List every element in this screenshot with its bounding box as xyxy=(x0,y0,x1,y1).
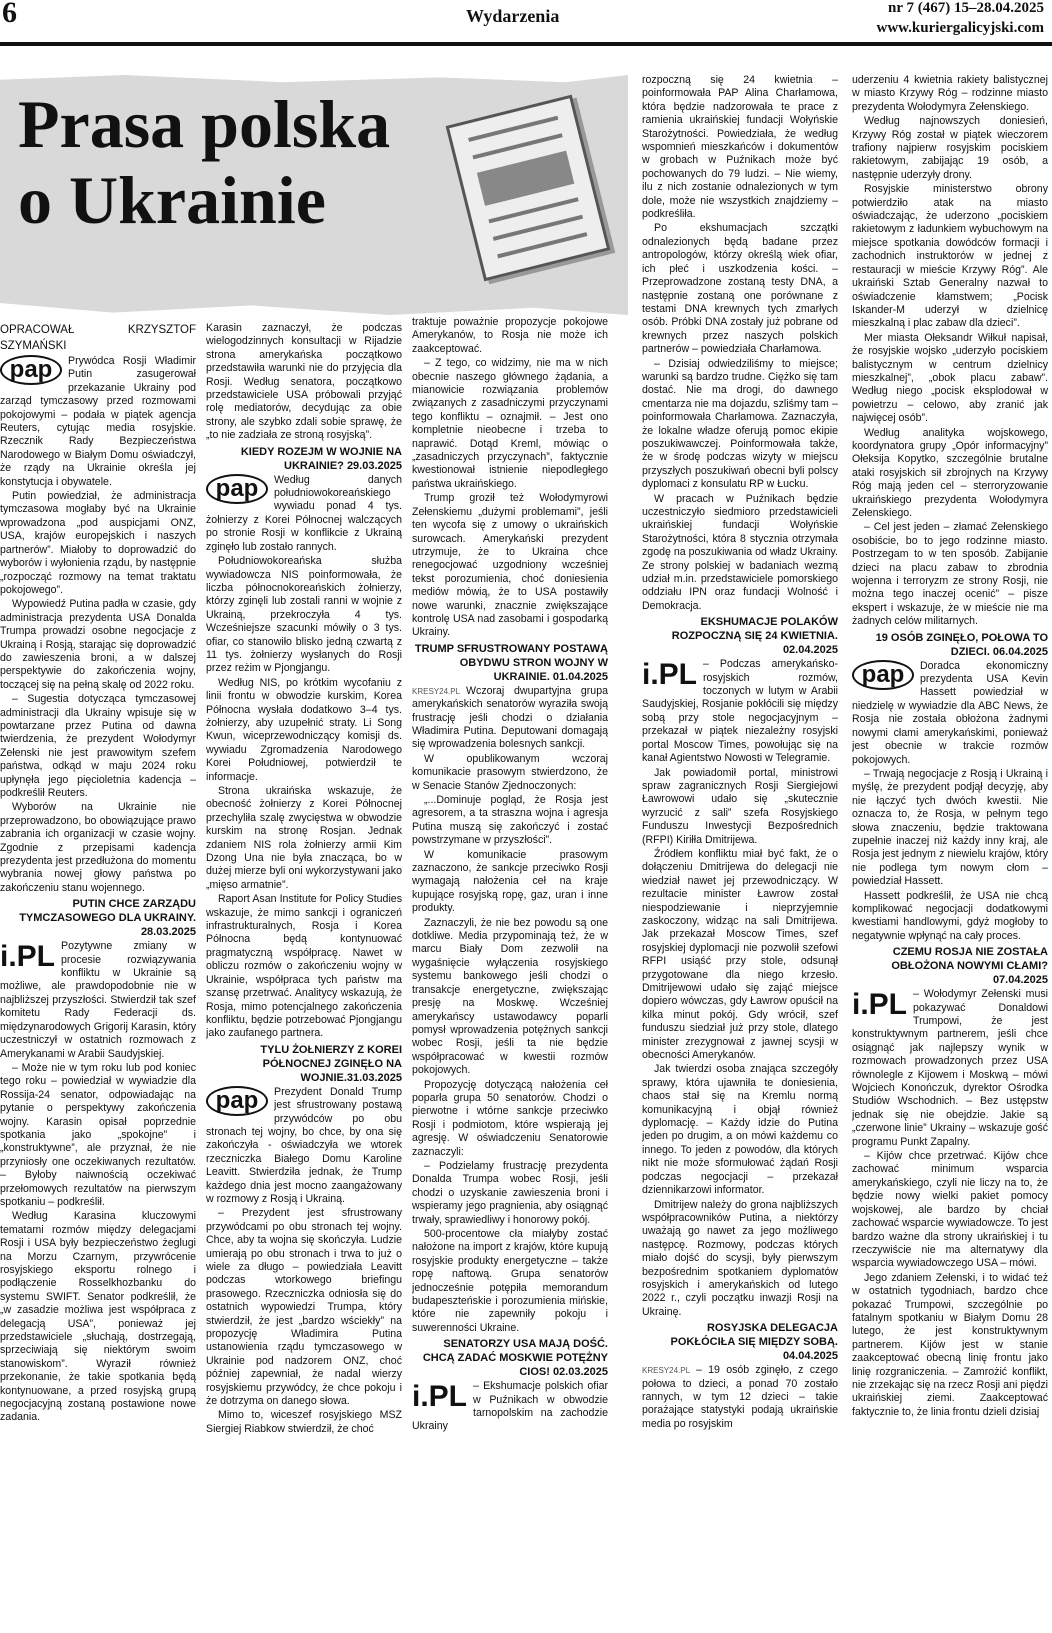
column-3 xyxy=(412,316,608,1630)
section-name: Wydarzenia xyxy=(466,6,560,26)
issue-info: nr 7 (467) 15–28.04.2025 xyxy=(888,0,1044,16)
paragraph: Hassett podkreślił, że USA nie chcą komplikować negocjacji dodatkowymi kwestiami handlowymi, gdyż mogłoby to negatywnie wpłynąć na cały proces. xyxy=(852,889,1048,942)
column-1 xyxy=(0,322,196,1630)
article-headline: EKSHUMACJE POLAKÓW ROZPOCZNĄ SIĘ 24 KWIETNIA. 02.04.2025 xyxy=(671,616,838,657)
paragraph: Trump groził też Wołodymyrowi Zełenskiemu „dużymi problemami”, jeśli ten wycofa się z umowy o ukraińskich surowcach. Amerykański prezydent utrzymuje, że to Ukraina chce renegocjować uzgodniony wcześniej tekst porozumienia, choć doniesienia mediów mówią, że to USA postawiły nowe warunki, znacznie zwiększające kontrolę USA nad zasobami i gospodarką Ukrainy. xyxy=(412,492,608,639)
paragraph: Wczoraj dwupartyjna grupa amerykańskich senatorów wyraziła swoją frustrację jeśli chodzi o działania Władimira Putina. Deputowani domagają się wprowadzenia bolesnych sankcji. xyxy=(412,684,608,751)
paragraph: Według analityka wojskowego, koordynatora grupy „Opór informacyjny” Ołeksija Kopytko, szczególnie brutalne ataki rosyjskich sił zbrojnych na Krzywy Róg mają jeden cel – sterroryzowanie ukraińskiego prezydenta Wołodymyra Zełenskiego. xyxy=(852,426,1048,519)
paragraph: – 19 osób zginęło, z czego połowa to dzieci, a ponad 70 zostało rannych, w tym 12 dzieci – takie porażające statystyki podają ukraińskie media po rosyjskim xyxy=(642,1364,838,1430)
paragraph: 500-procentowe cła miałyby zostać nałożone na import z krajów, które kupują rosyjskie produkty energetyczne – także ropę naftową. Grupa senatorów jednocześnie potępiła memorandum budapeszteńskie i porozumienia mińskie, które nie zapewniły pokoju i suwerenności Ukraine. xyxy=(412,1228,608,1334)
article-headline: PUTIN CHCE ZARZĄDU TYMCZASOWEGO DLA UKRAINY. 28.03.2025 xyxy=(19,898,196,939)
ipl-logo: i.PL xyxy=(852,988,908,1022)
paragraph: – Prezydent jest sfrustrowany przywódcami po obu stronach tej wojny. Chce, aby ta wojna się skończyła. Ludzie umierają po obu stronach i trwa to już o wiele za długo – powiedziała Leavitt podczas wtorkowego briefingu prasowego. Rzeczniczka odniosła się do ostatnich wypowiedzi Trumpa, który stwierdził, że jest „bardzo wściekły” na propozycję Władimira Putina ustanowienia rządu tymczasowego w Ukrainie pod nadzorem ONZ, choć później zapewniał, że nadal wierzy rosyjskiemu przywódcy, że chce pokoju i że dotrzyma on danego słowa. xyxy=(206,1207,402,1408)
paragraph: – Podzielamy frustrację prezydenta Donalda Trumpa wobec Rosji, jeśli chodzi o uzyskanie zawieszenia broni i wspieramy jego pragnienia, aby osiągnąć trwały, sprawiedliwy i honorowy pokój. xyxy=(412,1159,608,1226)
paragraph: Mer miasta Ołeksandr Wiłkuł napisał, że rosyjskie wojsko „uderzyło pociskiem balistycznym w centrum dzielnicy mieszkalnej”, „obok placu zabaw”. Według niego „pocisk eksplodował w powietrzu – celowo, aby zranić jak najwięcej osób”. xyxy=(852,331,1048,425)
article-headline: ROSYJSKA DELEGACJA POKŁÓCIŁA SIĘ MIĘDZY SOBĄ. 04.04.2025 xyxy=(670,1322,838,1363)
pap-logo: pap xyxy=(206,474,268,504)
article-headline: SENATORZY USA MAJĄ DOŚĆ. CHCĄ ZADAĆ MOSKWIE POTĘŻNY CIOS! 02.03.2025 xyxy=(422,1338,608,1379)
paragraph: Prezydent Donald Trump jest sfrustrowany postawą przywódców po obu stronach tej wojny, bo chce, by ona się zakończyła - oświadczyła we wtorek rzeczniczka Białego Domu Karoline Leavitt. Stwierdziła jednak, że Trump każdego dnia jest mocno zaangażowany w rozmowy z Rosją i Ukrainą. xyxy=(206,1085,402,1205)
paragraph: Jego zdaniem Zełenski, i to widać też w ostatnich tygodniach, bardzo chce pokazać Trumpowi, szczególnie po fatalnym spotkaniu w Białym Domu 28 lutego, że jest konstruktywnym partnerem. Kijów jest w stanie zaakceptować obecną linię frontu jako linię rozgraniczenia. – Zamrożić konflikt, nie zrzekając się na rzecz Rosji ani piędzi ukraińskiej ziemi. Zaakceptować faktycznie to, że linia frontu dzieli dzisiaj xyxy=(852,1271,1048,1418)
ipl-logo: i.PL xyxy=(412,1380,468,1414)
column-2 xyxy=(206,322,402,1630)
pap-logo: pap xyxy=(852,660,914,690)
kresy24-logo: KRESY24.PL xyxy=(642,1366,691,1376)
paragraph: „...Dominuje pogląd, że Rosja jest agresorem, a ta straszna wojna i agresja Putina muszą się zakończyć i zostać powstrzymane w przyszłości”. xyxy=(412,794,608,847)
article-headline: KIEDY ROZEJM W WOJNIE NA UKRAINIE? 29.03.2025 xyxy=(240,445,402,472)
paragraph: – Cel jest jeden – złamać Zełenskiego osobiście, bo to jego rodzinne miasto. Postrzegam to w ten sposób. Zabijanie dzieci na placu zabaw to zbrodnia wojenna i terroryzm ze strony Rosji, nie można tego inaczej ocenić” – pisze ekspert i wskazuje, że w mieście nie ma żadnych celów militarnych. xyxy=(852,521,1048,628)
paragraph: – Ekshumacje polskich ofiar w Puźnikach w obwodzie tarnopolskim na zachodzie Ukrainy xyxy=(412,1380,608,1433)
paragraph: Propozycję dotyczącą nałożenia ceł poparła grupa 50 senatorów. Chodzi o pierwotne i wtórne sankcje przeciwko Rosji i podmiotom, które wspierają jej agresję. W oświadczeniu Senatorowie zaznaczyli: xyxy=(412,1078,608,1158)
paragraph: Pozytywne zmiany w procesie rozwiązywania konfliktu w Ukrainie są możliwe, ale prawdopodobnie nie w najbliższej przyszłości. Stwierdził tak szef komitetu Rady Federacji ds. międzynarodowych Grigorij Karasin, który uczestniczył w ostatnich rozmowach z Amerykanami w Arabii Saudyjskiej. xyxy=(0,940,196,1060)
paragraph: Raport Asan Institute for Policy Studies wskazuje, że mimo sankcji i ograniczeń infrastrukturalnych, Rosja i Korea Północna będą kontynuować pragmatyczną współpracę. Nawet w obliczu rozmów o zakończeniu wojny w Ukrainie, współpraca tych państw ma szansę przetrwać. Analitycy wskazują, że Rosja, mimo potencjalnego zakończenia konfliktu, będzie potrzebować Pjongjangu jako zaufanego partnera. xyxy=(206,893,402,1040)
paragraph: W pracach w Puźnikach będzie uczestniczyło siedmioro przedstawicieli ukraińskiej fundacji Wołyńskie Starożytności, która 8 stycznia otrzymała zgodę na poszukiwania od władz Ukrainy. Ze strony polskiej w badaniach wezmą udział m.in. przedstawiciele pomorskiego oddziału IPN oraz fundacji Wolność i Demokracja. xyxy=(642,492,838,612)
paragraph: Według Karasina kluczowymi tematami rozmów między delegacjami Rosji i USA były bezpieczeństwo żeglugi na Morzu Czarnym, przywrócenie rosyjskiego eksportu rolnego i podłączenie Rosselkhozbanku do systemu SWIFT. Senator podkreślił, że „w zasadzie możliwa jest współpraca z delegacją USA”, ponieważ jej przedstawiciele „słuchają, dostrzegają, sprzeciwiają się niektórym swoim stanowiskom”. Wyraził również przekonanie, że takie spotkania będą kontynuowane, a przed rosyjską grupą negocjacyjną zostaną postawione nowe zadania. xyxy=(0,1210,196,1424)
paragraph: Prywódca Rosji Władimir Putin zasugerował przekazanie Ukrainy pod zarząd tymczasowy przed rozmowami pokojowymi – podała w piątek agencja Reuters, cytując media rosyjskie. Rzecznik Rady Bezpieczeństwa Narodowego w Białym Domu oświadczył, że rządy na Ukrainie określa jej konstytucja i obywatele. xyxy=(0,355,196,488)
paragraph: Jak twierdzi osoba znająca szczegóły sprawy, która ujawniła te doniesienia, chaos stał się na Kremlu normą komunikacyjną i objął również dyplomację. – Każdy idzie do Putina jeden po drugim, a on mówi każdemu co innego. To jeden z powodów, dla których nikt nie może sformułować żądań Rosji podczas negocjacji – przekazał dziennikarzowi informator. xyxy=(642,1063,838,1197)
paragraph: Karasin zaznaczył, że podczas wielogodzinnych konsultacji w Rijadzie strona amerykańska początkowo przedstawiła warunki nie do przyjęcia dla Rosji. Według senatora, początkowo przedstawiciele USA próbowali przyjąć rolę mediatorów, decydując za obie strony, ale szybko zdali sobie sprawę, że „to nie zadziała ze stroną rosyjską”. xyxy=(206,322,402,442)
paragraph: – Może nie w tym roku lub pod koniec tego roku – powiedział w wywiadzie dla Rossija-24 senator, odpowiadając na pytanie o perspektywy zakończenia wojny. Karasin opisał poprzednie spotkania jako „spokojne” i „konstruktywne”, ale przyznał, że nie przyniosły one oczekiwanych rezultatów. – Byłoby naiwnością oczekiwać przełomowych rezultatów na pierwszym spotkaniu – podkreślił. xyxy=(0,1061,196,1208)
paragraph: Według NIS, po krótkim wycofaniu z linii frontu w obwodzie kurskim, Korea Północna wysłała dodatkowo 3–4 tys. żołnierzy, aby uzupełnić straty. Li Song Kwun, wiceprzewodniczący komisji ds. wywiadu Zgromadzenia Narodowego Korei Południowej, potwierdził te informacje. xyxy=(206,676,402,783)
paragraph: rozpoczną się 24 kwietnia – poinformowała PAP Alina Charłamowa, która będzie nadzorowała te prace z ramienia ukraińskiej fundacji Wołyńskie Starożytności. Powiedziała, że według wspomnień mieszkańców i dokumentów w grobach w Puźnikach może być pochowanych do 79 ludzi. – Nie wiemy, ilu z nich zostanie odnalezionych w tym dole, może nie wszystkich znajdziemy – podkreśliła. xyxy=(642,74,838,221)
paragraph: traktuje poważnie propozycje pokojowe Amerykanów, to Rosja nie może ich zaakceptować. xyxy=(412,316,608,355)
paragraph: – Trwają negocjacje z Rosją i Ukrainą i myślę, że prezydent podjął decyzję, aby nie łączyć tych dwóch kwestii. Nie oznacza to, że Rosja, w pełnym tego słowa znaczeniu, będzie traktowana zupełnie inaczej niż każdy inny kraj, ale Rosja jest jednym z niewielu krajów, który nie podlega tym nowym cłom – powiedział Hassett. xyxy=(852,767,1048,888)
paragraph: Źródłem konfliktu miał być fakt, że o dołączeniu Dmitrijewa do delegacji nie wiedział nawet jej przewodniczący. W rezultacie minister Ławrow został niespodziewanie i nieprzyjemnie zaskoczony, widząc na sali Dmitrijewa. Jak przekazał Moscow Times, szef rosyjskiej dyplomacji nie pozwolił szefowi RFPI usiąść przy stole, odsunął przygotowane dla niego krzesło. Dmitrijewowi udało się zająć miejsce dopiero wówczas, gdy Ławrow opuścił na kilka minut pokój. Gdy wrócił, szef funduszu siedział już przy stole, dlatego minister zrezygnował z jawnej scysji w obecności Amerykanów. xyxy=(642,847,838,1062)
paragraph: Rosyjskie ministerstwo obrony potwierdziło atak na miasto oświadczając, że uderzono „pociskiem rakietowym z ładunkiem wybuchowym na miejsce spotkania dowódców formacji i zachodnich instruktorów w jednej z restauracji w mieście Krzywy Róg”. Ale ukraiński Sztab Generalny nazwał to oświadczenie kłamstwem; „Pocisk Iskander-M uderzył w dzielnicę mieszkalną i plac zabaw dla dzieci”. xyxy=(852,183,1048,330)
title-line-2: o Ukrainie xyxy=(18,162,326,238)
paragraph: – Sugestia dotycząca tymczasowej administracji dla Ukrainy wpisuje się w powtarzane przez Putina od dawna twierdzenia, że prezydent Wołodymyr Zełenski nie jest prawowitym szefem państwa, odkąd w maju 2024 roku upłynęła jego pięcioletnia kadencja – podkreślił Reuters. xyxy=(0,693,196,799)
header-rule xyxy=(0,42,1052,46)
ipl-logo: i.PL xyxy=(642,658,698,692)
pap-logo: pap xyxy=(0,355,62,385)
author-byline: OPRACOWAŁ KRZYSZTOF SZYMAŃSKI xyxy=(0,324,196,352)
paragraph: Wypowiedź Putina padła w czasie, gdy administracja prezydenta USA Donalda Trumpa prowadzi osobne negocjacje z Ukrainą i Rosją, starając się doprowadzić do zawieszenia broni, a w dalszej perspektywie do zakończenia wojny, toczącej się na pełną skalę od 2022 roku. xyxy=(0,598,196,691)
paragraph: – Kijów chce przetrwać. Kijów chce zachować minimum wsparcia amerykańskiego, czyli nie liczy na to, że będzie nowy wielki pakiet pomocy wojskowej, ale bardzo by chciał zachować wsparcie wywiadowcze. To jest bardzo ważne dla strony ukraińskiej i tu rzeczywiście nie ma alternatywy dla wsparcia wywiadowczego USA – mówi. xyxy=(852,1150,1048,1270)
paragraph: Południowokoreańska służba wywiadowcza NIS poinformowała, że liczba północnokoreańskich żołnierzy, którzy zginęli lub zostali ranni w wojnie z Ukrainą, przekroczyła 4 tys. Wcześniejsze szacunki mówiły o 3 tys. ofiar, co stanowiło blisko jedną czwartą z 11 tys. żołnierzy wysłanych do Rosji przez reżim w Pjongjangu. xyxy=(206,555,402,675)
paragraph: – Podczas amerykańsko-rosyjskich rozmów, toczonych w lutym w Arabii Saudyjskiej, Rosjanie pokłócili się między sobą przy stole negocjacyjnym – przekazał w piątek niezależny rosyjski portal Moscow Times, powołując się na kanał Agientstwo Nowosti w Telegramie. xyxy=(642,658,838,765)
kresy24-logo: KRESY24.PL xyxy=(412,686,461,696)
paragraph: Po ekshumacjach szczątki odnalezionych będą badane przez antropologów, którzy określą wiek ofiar, ich płeć i uszkodzenia kości. – Przeprowadzone zostaną testy DNA, a następnie zostaną one porównane z testami DNA krewnych tych zmarłych osób. Próbki DNA zostały już pobrane od krewnych przez naszych polskich partnerów – powiedziała Charłamowa. xyxy=(642,222,838,356)
header-right xyxy=(877,0,1044,38)
paragraph: Doradca ekonomiczny prezydenta USA Kevin Hassett powiedział w niedzielę w wywiadzie dla ABC News, że Rosja nie została obłożona żadnymi nowymi cłami amerykańskimi, ponieważ jest obecnie w trakcie rozmów pokojowych. xyxy=(852,659,1048,766)
column-4 xyxy=(642,74,838,1630)
paragraph: Putin powiedział, że administracja tymczasowa mogłaby być na Ukrainie wprowadzona „pod auspicjami ONZ, USA, krajów europejskich i naszych partnerów”. Miałoby to doprowadzić do wyborów i wyłonienia rządu, by następnie „rozpocząć rozmowy na temat traktatu pokojowego”. xyxy=(0,490,196,596)
article-headline: CZEMU ROSJA NIE ZOSTAŁA OBŁOŻONA NOWYMI CŁAMI? 07.04.2025 xyxy=(891,946,1048,987)
paragraph: Według najnowszych doniesień, Krzywy Róg został w piątek wieczorem trafiony najpierw rosyjskim pociskiem rakietowym, zabijając 19 osób, a następnie uderzyły drony. xyxy=(852,115,1048,181)
paragraph: Wyborów na Ukrainie nie przeprowadzono, bo obowiązujące prawo zabrania ich organizacji w czasie wojny. Zgodnie z przepisami kadencja prezydenta jest przedłużona do momentu wybrania nowej głowy państwa po zakończeniu stanu wojennego. xyxy=(0,801,196,894)
paragraph: – Dzisiaj odwiedziliśmy to miejsce; warunki są bardzo trudne. Ciężko się tam dostać. Nie ma drogi, do dawnego cmentarza nie ma dojazdu, szliśmy tam – poinformowała Charłamowa. Zaznaczyła, że lokalne władze oferują pomoc ekipie poszukiwawczej. Poinformowała także, że w środę podczas wizyty w miejscu przyszłych poszukiwań obecni byli polscy dyplomaci z konsulatu RP w Łucku. xyxy=(642,357,838,491)
paragraph: Dmitrijew należy do grona najbliższych współpracowników Putina, a niektórzy uważają go nawet za jego możliwego następcę. Rozmowy, podczas których miało dojść do scysji, były pierwszym bezpośrednim spotkaniem dyplomatów rosyjskich i amerykańskich od lutego 2022 r., czyli początku inwazji Rosji na Ukrainę. xyxy=(642,1198,838,1318)
article-headline: TRUMP SFRUSTROWANY POSTAWĄ OBYDWU STRON WOJNY W UKRAINIE. 01.04.2025 xyxy=(414,642,608,683)
paragraph: – Z tego, co widzimy, nie ma w nich obecnie naszego głównego żądania, a mianowicie rozwiązania problemów związanych z zasadniczymi przyczynami tego konfliktu – oznajmił. – Jest ono kompletnie nieobecne i trzeba to naprawić. Dotąd Kreml, mówiąc o „zasadniczych przyczynach”, faktycznie kwestionował istnienie niepodległego państwa ukraińskiego. xyxy=(412,357,608,490)
paragraph: Strona ukraińska wskazuje, że obecność żołnierzy z Korei Północnej przechyliła szalę zwycięstwa w obwodzie kurskim na stronę Rosjan. Jednak zdaniem NIS rola żołnierzy armii Kim Dzong Una nie była znacząca, bo w dużej mierze byli oni wykorzystywani jako „mięso armatnie”. xyxy=(206,785,402,891)
paragraph: uderzeniu 4 kwietnia rakiety balistycznej w miasto Krzywy Róg – rodzinne miasto prezydenta Wołodymyra Zełenskiego. xyxy=(852,74,1048,113)
paragraph: – Wołodymyr Zełenski musi pokazywać Donaldowi Trumpowi, że jest konstruktywnym partnerem, jeśli chce osiągnąć jak najlepszy wynik w rozmowach prowadzonych przez USA równolegle z Kijowem i Moskwą – mówi Wojciech Konończuk, dyrektor Ośrodka Studiów Wschodnich. – Bez ustępstw jednak się nie obejdzie. Jakie są „czerwone linie” Ukrainy – wskazuje gość programu Punkt Zapalny. xyxy=(852,988,1048,1148)
paragraph: Mimo to, wiceszef rosyjskiego MSZ Siergiej Riabkow stwierdził, że choć xyxy=(206,1409,402,1435)
paragraph: Zaznaczyli, że nie bez powodu są one dotkliwe. Media przypominają też, że w marcu Biały Dom zezwolił na wygaśnięcie wyłączenia rosyjskiego systemu bankowego jeśli chodzi o transakcje energetyczne, zwiększając presję na Moskwę. Wcześniej amerykańscy ustawodawcy poparli pomysł wprowadzenia potężnych sankcji wobec Rosji, jeśli ta nie będzie współpracować w kwestii rozmów pokojowych. xyxy=(412,916,608,1077)
article-headline: TYLU ŻOŁNIERZY Z KOREI PÓŁNOCNEJ ZGINĘŁO NA WOJNIE.31.03.2025 xyxy=(260,1043,402,1084)
pap-logo: pap xyxy=(206,1086,268,1116)
paragraph: Według danych południowokoreańskiego wywiadu ponad 4 tys. żołnierzy z Korei Północnej walczących po stronie Rosji w konflikcie z Ukrainą zginęło lub zostało rannych. xyxy=(206,473,402,553)
paragraph: Jak powiadomił portal, ministrowi spraw zagranicznych Rosji Siergiejowi Ławrowowi udało się „skutecznie wyrzucić z sali” szefa Rosyjskiego Funduszu Inwestycji Bezpośrednich (RFPI) Kiriłła Dmitrijewa. xyxy=(642,766,838,846)
column-5 xyxy=(852,74,1048,1630)
paragraph: W komunikacie prasowym zaznaczono, że sankcje przeciwko Rosji wymagają nałożenia ceł na kraje kupujące rosyjską ropę, gaz, uran i inne produkty. xyxy=(412,848,608,915)
paragraph: W opublikowanym wczoraj komunikacie prasowym stwierdzono, że w Senacie Stanów Zjednoczonych: xyxy=(412,752,608,792)
site-url[interactable]: www.kuriergalicyjski.com xyxy=(876,20,1044,36)
page-title xyxy=(18,86,390,238)
ipl-logo: i.PL xyxy=(0,940,56,974)
article-headline: 19 OSÓB ZGINĘŁO, POŁOWA TO DZIECI. 06.04.2025 xyxy=(875,631,1048,658)
page-number: 6 xyxy=(2,0,17,29)
title-line-1: Prasa polska xyxy=(18,86,391,162)
